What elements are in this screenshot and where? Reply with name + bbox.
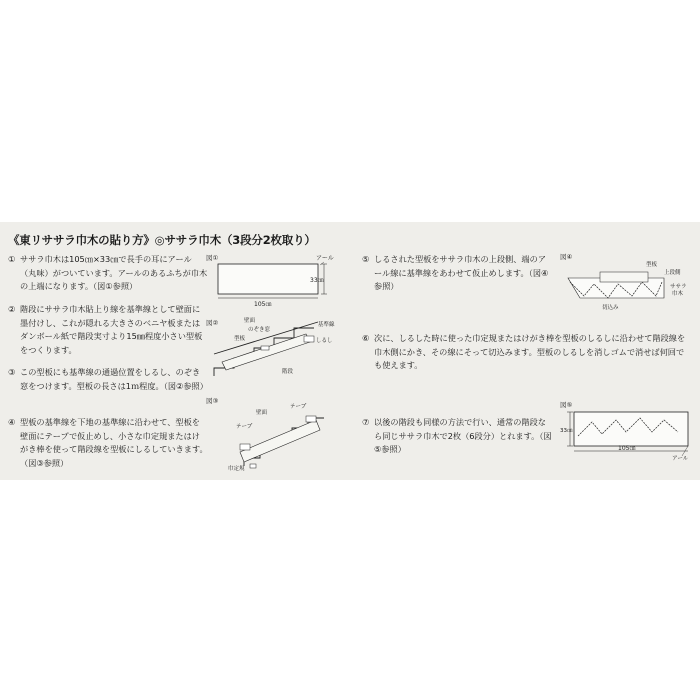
wall-label: 壁面 xyxy=(256,410,268,416)
figure-5 xyxy=(560,400,695,462)
height-label: 33㎝ xyxy=(560,428,573,434)
wall-label: 壁面 xyxy=(244,318,256,324)
step-3 xyxy=(8,366,208,393)
tape-left xyxy=(240,444,250,450)
step-number: ⑦ xyxy=(362,417,370,427)
figure-4 xyxy=(560,252,695,312)
upper-side-label: 上段側 xyxy=(664,270,681,276)
step-text: しるされた型板をササラ巾木の上段側、端のアール線に基準線をあわせて仮止めします。（図④参照） xyxy=(374,254,549,292)
mark-label: しるし xyxy=(316,338,333,344)
peep-window xyxy=(261,346,269,350)
ruler-label: 巾定規 xyxy=(228,466,245,472)
step-1 xyxy=(8,253,208,294)
step-number: ② xyxy=(8,304,16,314)
baseline-label: 基準線 xyxy=(318,322,335,328)
width-label: 105㎝ xyxy=(618,445,636,452)
window-label: のぞき窓 xyxy=(248,327,271,333)
aru-label: アール xyxy=(672,456,689,462)
step-text: 階段にササラ巾木貼上り線を基準線として壁面に墨付けし、これが隠れる大きさのベニヤ板またはダンボール紙で階段実寸より15㎜程度小さい型板をつくります。 xyxy=(20,304,203,355)
figure-label: 図⑤ xyxy=(560,401,573,409)
figure-label: 図② xyxy=(206,319,219,327)
template-label: 型板 xyxy=(234,336,246,342)
figure-2 xyxy=(206,318,356,380)
figure-label: 図③ xyxy=(206,397,219,405)
step-text: 以後の階段も同様の方法で行い、通常の階段なら同じササラ巾木で2枚（6段分）とれます。（図⑤参照） xyxy=(374,417,552,455)
step-5 xyxy=(362,253,552,294)
height-label: 33㎝ xyxy=(310,277,324,284)
stairs-label: 階段 xyxy=(282,369,294,375)
tape-top-label: テープ xyxy=(290,404,307,410)
step-7 xyxy=(362,416,552,457)
figure-label: 図④ xyxy=(560,253,573,261)
step-text: 型板の基準線を下地の基準線に沿わせて、型板を壁面にテープで仮止めし、小さな巾定規またはけがき棒を使って階段線を型板にしるしていきます。（図③参照） xyxy=(20,417,208,468)
step-text: この型板にも基準線の通過位置をしるし、のぞき窓をつけます。型板の長さは1ｍ程度。（図②参照） xyxy=(20,367,208,391)
width-label: 105㎝ xyxy=(254,301,272,308)
figure-1 xyxy=(206,252,346,308)
step-4 xyxy=(8,416,208,470)
step-number: ③ xyxy=(8,367,16,377)
step-number: ① xyxy=(8,254,16,264)
sasara-label: ササラ xyxy=(670,284,687,290)
cut-label: 切込み xyxy=(602,305,619,311)
tape-left-label: テープ xyxy=(236,424,253,430)
aru-label: アール xyxy=(316,255,334,262)
step-number: ⑥ xyxy=(362,333,370,343)
step-6 xyxy=(362,332,692,373)
mark xyxy=(304,336,314,342)
figure-3 xyxy=(206,396,356,472)
page-title: 《東リササラ巾木の貼り方》◎ササラ巾木（3段分2枚取り） xyxy=(8,233,316,247)
template-board xyxy=(600,272,648,282)
step-text: ササラ巾木は105㎝×33㎝で長手の耳にアール（丸味）がついています。アールのあるふちが巾木の上端になります。（図①参照） xyxy=(20,254,208,292)
ruler xyxy=(250,464,256,468)
tape-top xyxy=(306,416,316,422)
figure-label: 図① xyxy=(206,254,219,262)
step-text: 次に、しるした時に使った巾定規またはけがき棒を型板のしるしに沿わせて階段線を巾木側にかき、その線にそって切込みます。型板のしるしを消しゴムで消せば何回でも使えます。 xyxy=(374,333,686,371)
habaki-board xyxy=(218,264,318,294)
habaki-board xyxy=(574,412,688,446)
habaki-label: 巾木 xyxy=(672,291,684,297)
step-number: ④ xyxy=(8,417,16,427)
template-label: 型板 xyxy=(646,262,658,268)
step-2 xyxy=(8,303,208,357)
step-number: ⑤ xyxy=(362,254,370,264)
